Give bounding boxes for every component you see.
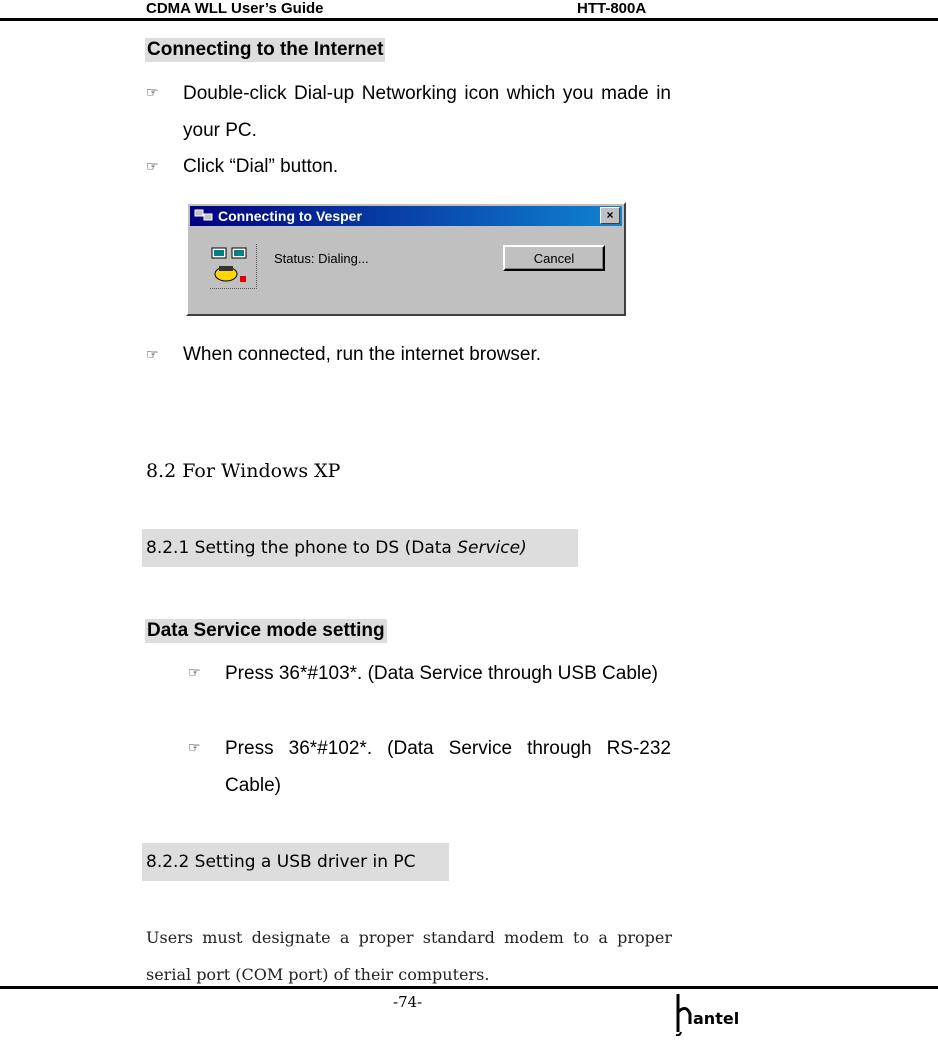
dialog-titlebar: [190, 206, 622, 226]
dialog-status: Status: Dialing...: [274, 251, 369, 266]
close-icon[interactable]: ×: [600, 207, 620, 224]
section-title-connecting: Connecting to the Internet: [147, 39, 384, 60]
header-guide-title: CDMA WLL User’s Guide: [146, 0, 324, 17]
footer-rule: [0, 986, 938, 989]
page-number: -74-: [393, 993, 423, 1011]
cancel-button[interactable]: Cancel: [503, 245, 605, 271]
heading-8-2-1-italic: Service): [457, 538, 527, 558]
dialup-icon: [194, 208, 214, 224]
pointing-hand-icon: ☞: [188, 739, 201, 755]
data-service-mode-title: Data Service mode setting: [147, 620, 385, 641]
hantel-logo: [672, 990, 752, 1036]
heading-8-2-1-text: 8.2.1 Setting the phone to DS (Data: [146, 538, 458, 558]
step-click-dial: Click “Dial” button.: [183, 156, 339, 177]
pointing-hand-icon: ☞: [146, 84, 159, 100]
heading-8-2-2: 8.2.2 Setting a USB driver in PC: [142, 843, 449, 881]
body-usb-driver: Users must designate a proper standard modem to a proper serial port (COM port) of their computers.: [146, 928, 672, 984]
item-rs232-cable: Press 36*#102*. (Data Service through RS-232 Cable): [225, 738, 671, 796]
header-model: HTT-800A: [577, 0, 647, 17]
svg-text:antel: antel: [693, 1009, 740, 1028]
pointing-hand-icon: ☞: [146, 158, 159, 174]
dialog-title: Connecting to Vesper: [218, 208, 362, 224]
step-double-click: Double-click Dial-up Networking icon which you made in your PC.: [183, 83, 671, 141]
pointing-hand-icon: ☞: [188, 664, 201, 680]
heading-8-2: 8.2 For Windows XP: [146, 460, 341, 482]
modem-phone-icon: [210, 244, 257, 289]
connecting-dialog: [186, 202, 626, 316]
step-run-browser: When connected, run the internet browser.: [183, 344, 542, 365]
pointing-hand-icon: ☞: [146, 346, 159, 362]
header-rule: [0, 18, 938, 21]
item-usb-cable: Press 36*#103*. (Data Service through USB Cable): [225, 663, 659, 684]
heading-8-2-1: [142, 529, 578, 567]
